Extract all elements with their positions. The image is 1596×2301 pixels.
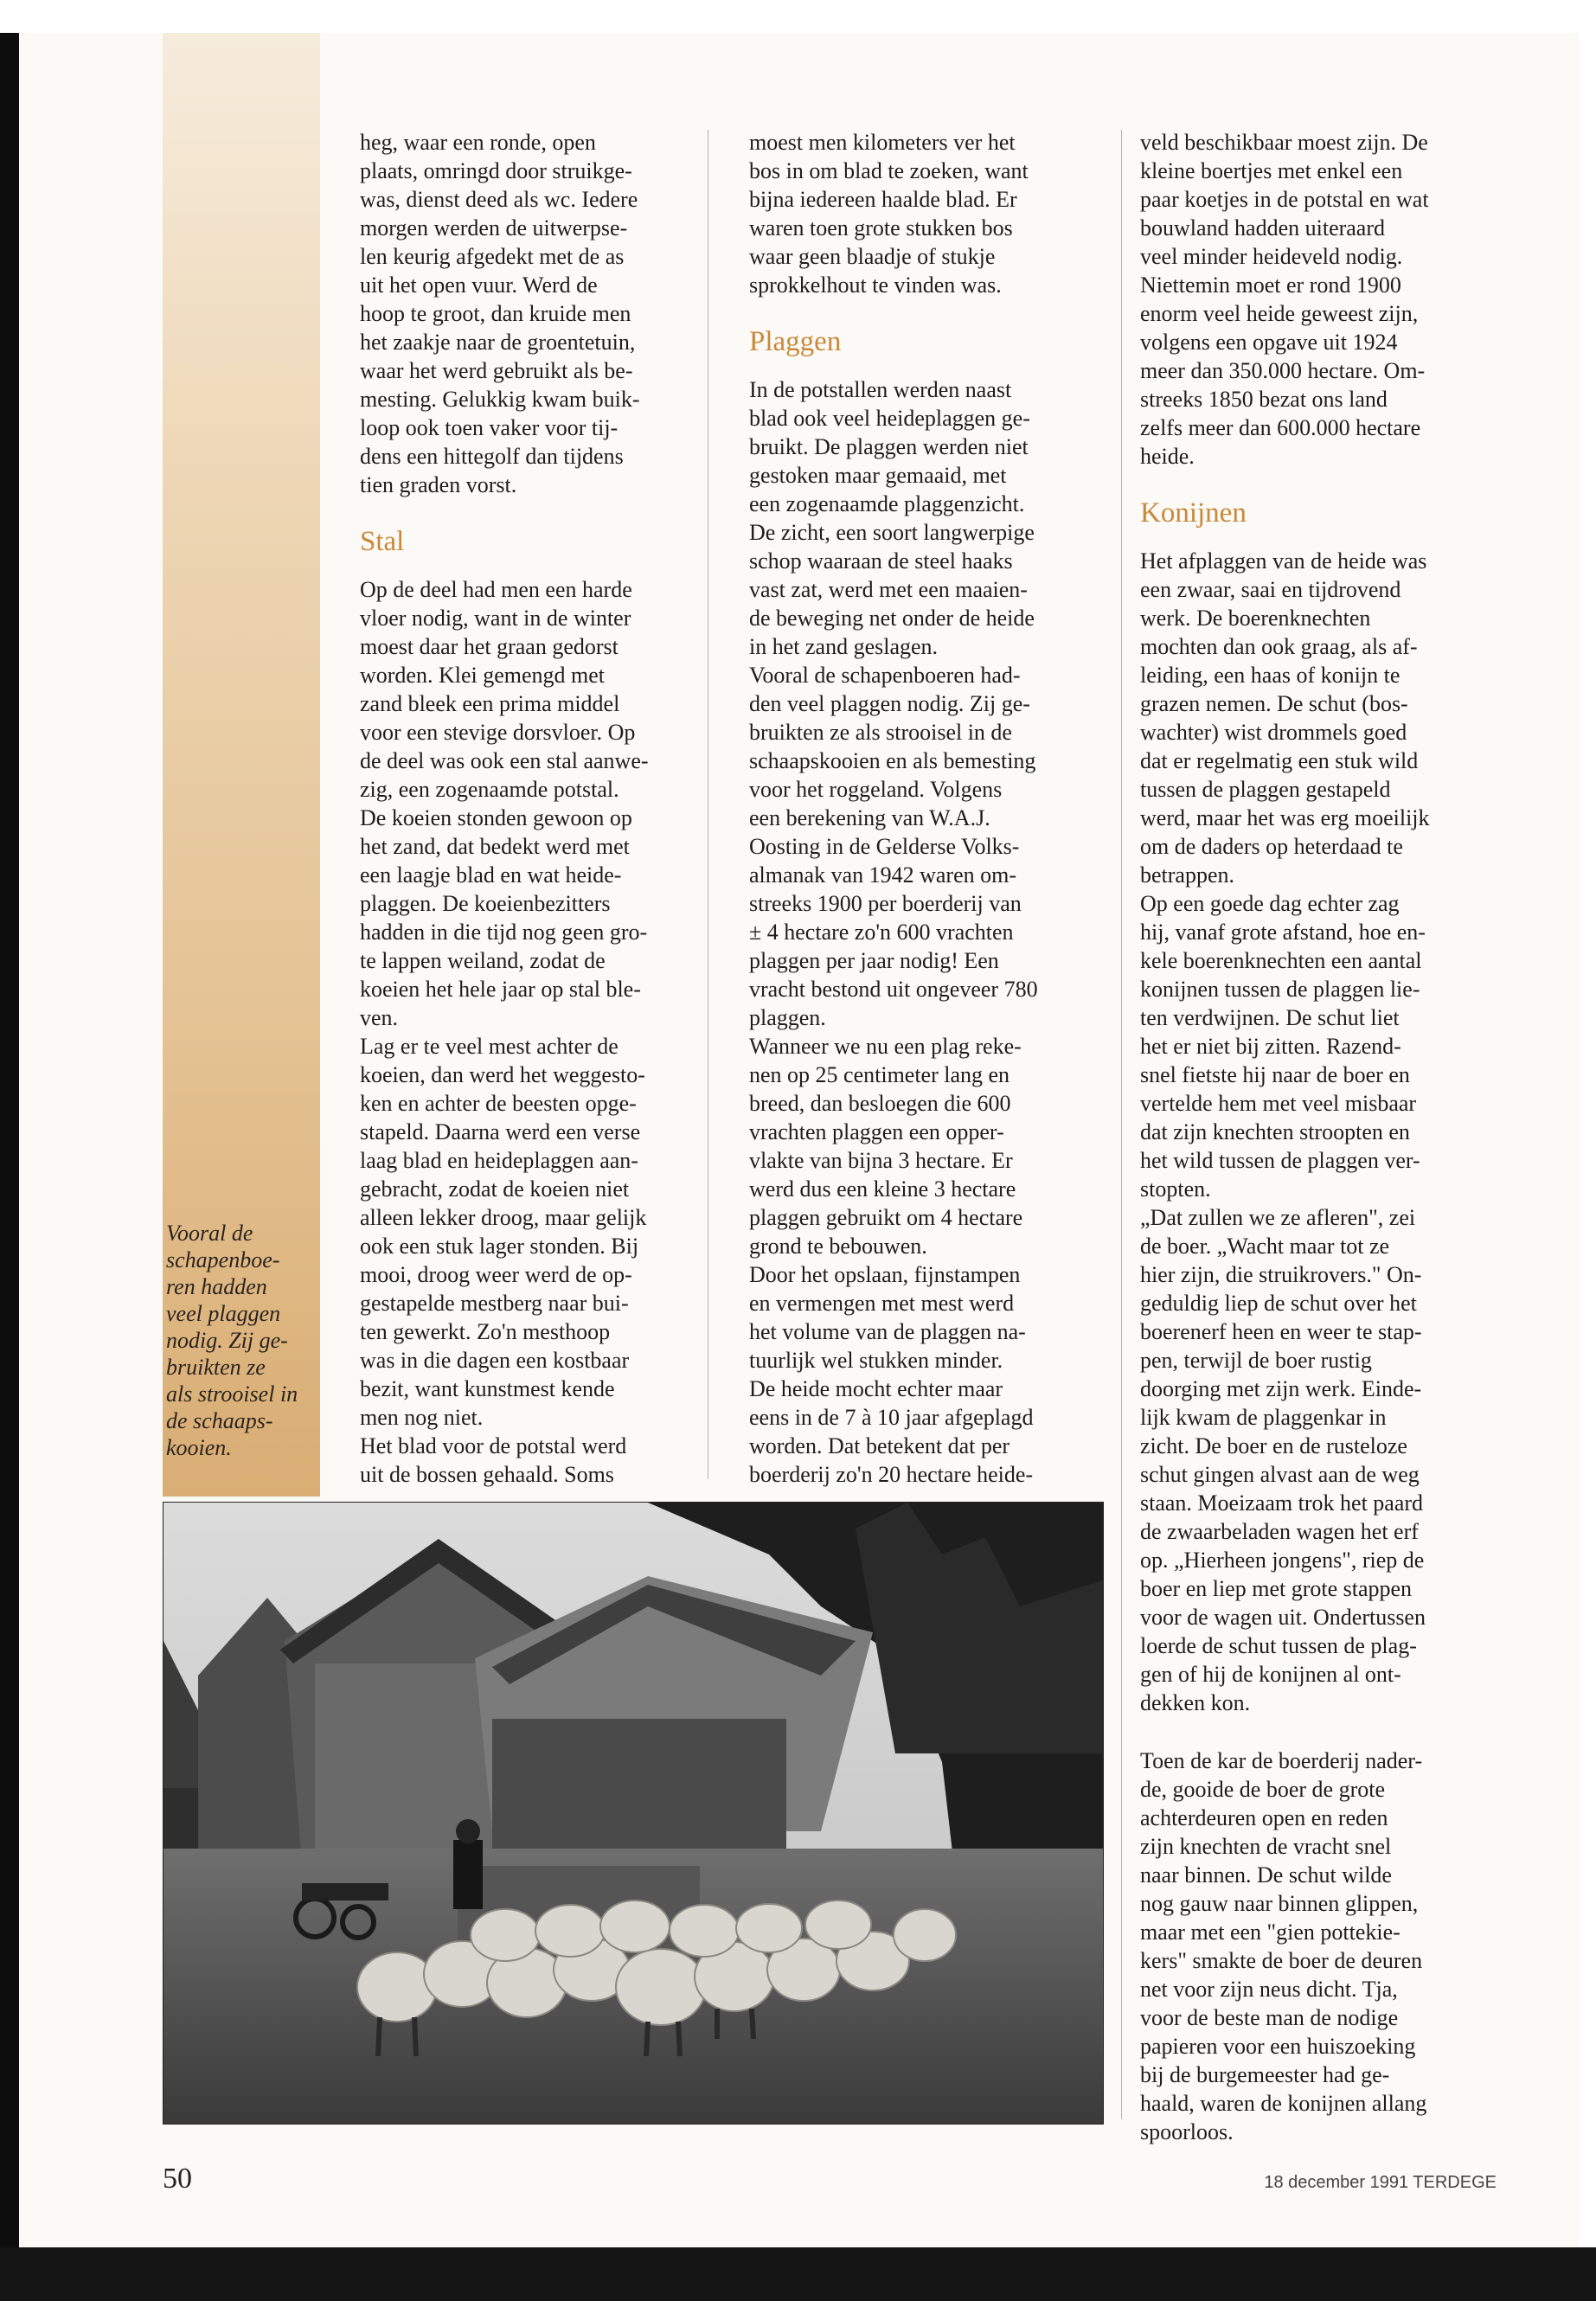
col2-paragraph-1: moest men kilometers ver het bos in om blad te zoeken, want bijna iedereen haalde blad. Er waren toen grote stukken bos waar geen blaadje of stukje sprokkelhout te vinden was. [749, 130, 1029, 298]
heading-konijnen: Konijnen [1140, 497, 1247, 529]
farm-sheep-photo [163, 1502, 1104, 2125]
col3-paragraph-2: Het afplaggen van de heide was een zwaar, saai en tijdrovend werk. De boerenknechten mochten dan ook graag, als af- leiding, een haas of konijn te grazen nemen. De schut (bos- wachter) wist drommels goed dat er regelmatig een stuk wild tussen de plaggen gestapeld werd, maar het was erg moeilijk om de daders op heterdaad te betrappen. Op een goede dag echter zag hij, vanaf grote afstand, hoe en- kele boerenknechten een aantal konijnen tussen de plaggen lie- ten verdwijnen. De schut liet het er niet bij zitten. Razend- snel fietste hij naar de boer en vertelde hem met veel misbaar dat zijn knechten stroopten en het wild tussen de plaggen ver- stopten. „Dat zullen we ze afleren", zei de boer. „Wacht maar tot ze hier zijn, die struikrovers." On- geduldig liep de schut over het boerenerf heen en weer te stap- pen, terwijl de boer rustig doorging met zijn werk. Einde- lijk kwam de plaggenkar in zicht. De boer en de rusteloze schut gingen alvast aan de weg staan. Moeizaam trok het paard de zwaarbeladen wagen het erf op. „Hierheen jongens", riep de boer en liep met grote stappen voor de wagen uit. Ondertussen loerde de schut tussen de plag- gen of hij de konijnen al ont- dekken kon. [1140, 548, 1430, 1715]
scan-bottom-edge [0, 2247, 1596, 2301]
column-rule-2 [1121, 130, 1122, 2119]
col3-paragraph-1: veld beschikbaar moest zijn. De kleine boertjes met enkel een paar koetjes in de potstal en wat bouwland hadden uiteraard veel minder heideveld nodig. Niettemin moet er rond 1900 enorm veel heide geweest zijn, volgens een opgave uit 1924 meer dan 350.000 hectare. Om- streeks 1850 bezat ons land zelfs meer dan 600.000 hectare heide. [1140, 130, 1429, 469]
col1-paragraph-1: heg, waar een ronde, open plaats, omringd door struikge- was, dienst deed als wc. Iedere morgen werden de uitwerpse- len keurig afgedekt met de as uit het open vuur. Werd de hoop te groot, dan kruide men het zaakje naar de groentetuin, waar het werd gebruikt als be- mesting. Gelukkig kwam buik- loop ook toen vaker voor tij- dens een hittegolf dan tijdens tien graden vorst. [360, 130, 640, 497]
column-3 [1140, 128, 1503, 2146]
heading-plaggen: Plaggen [749, 326, 842, 357]
col1-paragraph-2: Op de deel had men een harde vloer nodig, want in de winter moest daar het graan gedorst worden. Klei gemengd met zand bleek een prima middel voor een stevige dorsvloer. Op de deel was ook een stal aanwe- zig, een zogenaamde potstal. De koeien stonden gewoon op het zand, dat bedekt werd met een laagje blad en wat heide- plaggen. De koeienbezitters hadden in die tijd nog geen gro- te lappen weiland, zodat de koeien het hele jaar op stal ble- ven. Lag er te veel mest achter de koeien, dan werd het weggesto- ken en achter de beesten opge- stapeld. Daarna werd een verse laag blad en heideplaggen aan- gebracht, zodat de koeien niet alleen lekker droog, maar gelijk ook een stuk lager stonden. Bij mooi, droog weer werd de op- gestapelde mestberg naar bui- ten gewerkt. Zo'n mesthoop was in die dagen een kostbaar bezit, want kunstmest kende men nog niet. Het blad voor de potstal werd uit de bossen gehaald. Soms [360, 577, 649, 1487]
farm-sheep-photo-illustration [163, 1503, 1103, 2124]
column-2 [749, 128, 1109, 1489]
photo-caption: Vooral de schapenboe- ren hadden veel plaggen nodig. Zij ge- bruikten ze als strooisel in de schaaps- kooien. [166, 1221, 298, 1460]
page-number: 50 [163, 2163, 192, 2195]
column-1 [360, 128, 697, 1489]
issue-date-footer: 18 december 1991 TERDEGE [1264, 2173, 1497, 2192]
col3-paragraph-3: Toen de kar de boerderij nader- de, gooide de boer de grote achterdeuren open en reden zijn knechten de vracht snel naar binnen. De schut wilde nog gauw naar binnen glippen, maar met een "gien pottekie- kers" smakte de boer de deuren net voor zijn neus dicht. Tja, voor de beste man de nodige papieren voor een huiszoeking bij de burgemeester had ge- haald, waren de konijnen allang spoorloos. [1140, 1748, 1427, 2144]
col2-paragraph-2: In de potstallen werden naast blad ook veel heideplaggen ge- bruikt. De plaggen werden niet gestoken maar gemaaid, met een zogenaamde plaggenzicht. De zicht, een soort langwerpige schop waaraan de steel haaks vast zat, werd met een maaien- de beweging net onder de heide in het zand geslagen. Vooral de schapenboeren had- den veel plaggen nodig. Zij ge- bruikten ze als strooisel in de schaapskooien en als bemesting voor het roggeland. Volgens een berekening van W.A.J. Oosting in de Gelderse Volks- almanak van 1942 waren om- streeks 1900 per boerderij van ± 4 hectare zo'n 600 vrachten plaggen per jaar nodig! Een vracht bestond uit ongeveer 780 plaggen. Wanneer we nu een plag reke- nen op 25 centimeter lang en breed, dan besloegen die 600 vrachten plaggen een opper- vlakte van bijna 3 hectare. Er werd dus een kleine 3 hectare plaggen gebruikt om 4 hectare grond te bebouwen. Door het opslaan, fijnstampen en vermengen met mest werd het volume van de plaggen na- tuurlijk wel stukken minder. De heide mocht echter maar eens in de 7 à 10 jaar afgeplagd worden. Dat betekent dat per boerderij zo'n 20 hectare heide- [749, 377, 1038, 1487]
heading-stal: Stal [360, 526, 405, 557]
scan-left-edge [0, 33, 19, 2273]
